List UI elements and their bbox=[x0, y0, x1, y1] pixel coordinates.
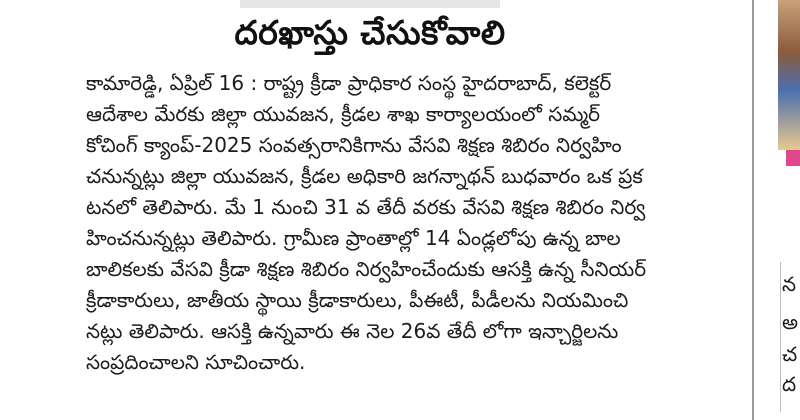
column-divider bbox=[752, 0, 754, 420]
article-line: నట్లు తెలిపారు. ఆసక్తి ఉన్నవారు ఈ నెల 26వ తేదీ లోగా ఇన్చార్జిలను bbox=[86, 319, 619, 343]
adjacent-text-fragment: న bbox=[782, 272, 797, 296]
article-line: క్రీడాకారులు, జాతీయ స్థాయి క్రీడాకారులు, పీఈటీ, పీడీలను నియమించి bbox=[86, 288, 629, 312]
article-headline: దరఖాస్తు చేసుకోవాలి bbox=[234, 13, 506, 52]
article-line: కామారెడ్డి, ఏప్రిల్ 16 : రాష్ట్ర క్రీడా ప్రాధికార సంస్థ హైదరాబాద్, కలెక్టర్ bbox=[86, 71, 612, 95]
article-line: సంప్రదించాలని సూచించారు. bbox=[86, 350, 306, 374]
adjacent-text-fragment: చ bbox=[782, 342, 798, 366]
article-line: ఆదేశాల మేరకు జిల్లా యువజన, క్రీడల శాఖ కార్యాలయంలో సమ్మర్ bbox=[86, 102, 600, 126]
article-line: హించనున్నట్లు తెలిపారు. గ్రామీణ ప్రాంతాల్లో 14 ఏండ్లలోపు ఉన్న బాల bbox=[86, 226, 621, 250]
article-line: టనలో తెలిపారు. మే 1 నుంచి 31 వ తేదీ వరకు వేసవి శిక్షణ శిబిరం నిర్వ bbox=[86, 195, 646, 219]
article-body bbox=[86, 68, 742, 378]
adjacent-text-fragment: అ bbox=[782, 310, 798, 334]
adjacent-photo bbox=[778, 0, 800, 150]
article-line: చనున్నట్లు జిల్లా యువజన, క్రీడల అధికారి జగన్నాథన్ బుధవారం ఒక ప్రక bbox=[86, 164, 643, 188]
adjacent-text-fragment: ద bbox=[782, 372, 797, 396]
article-line: బాలికలకు వేసవి క్రీడా శిక్షణ శిబిరం నిర్వహించేందుకు ఆసక్తి ఉన్న సీనియర్ bbox=[86, 257, 647, 281]
adjacent-color-block bbox=[786, 150, 800, 166]
article-line: కోచింగ్ క్యాంప్-2025 సంవత్సరానికిగాను వేసవి శిక్షణ శిబిరం నిర్వహిం bbox=[86, 133, 622, 157]
previous-headline-fragment bbox=[240, 0, 500, 8]
